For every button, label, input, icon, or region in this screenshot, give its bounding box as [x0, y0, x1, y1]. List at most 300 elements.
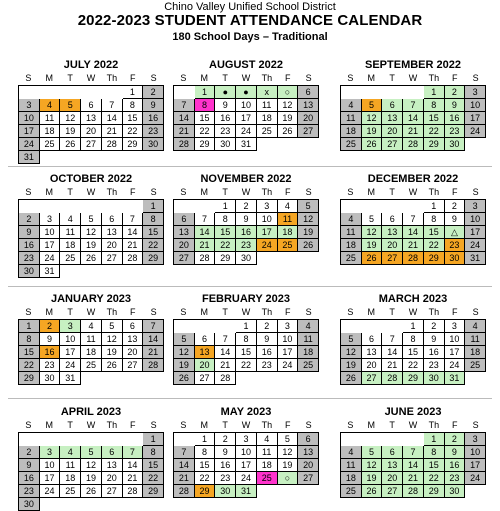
day-cell: 30	[445, 485, 466, 498]
day-cell: 5	[102, 320, 123, 333]
day-cell: 24	[465, 125, 486, 138]
month-title: NOVEMBER 2022	[200, 173, 292, 185]
day-cell: 1	[195, 86, 216, 99]
day-cell: 14	[123, 226, 144, 239]
day-cell: 7	[403, 213, 424, 226]
weekday-label: Th	[261, 420, 273, 430]
day-cell: 26	[81, 252, 102, 265]
day-cell: 21	[403, 239, 424, 252]
day-cell: 29	[123, 138, 144, 151]
weekday-label: W	[86, 187, 96, 197]
weekday-label: S	[150, 187, 157, 197]
empty-cell	[174, 200, 195, 212]
day-cell: 8	[424, 99, 445, 112]
weekday-label: S	[25, 73, 32, 83]
day-cell: 21	[403, 125, 424, 138]
day-cell: 25	[40, 138, 61, 151]
month-title: FEBRUARY 2023	[201, 293, 291, 305]
weekday-label: S	[472, 420, 479, 430]
day-cell: 15	[123, 112, 144, 125]
day-cell: 20	[174, 239, 195, 252]
day-cell: 29	[424, 252, 445, 265]
weekday-label: M	[200, 73, 209, 83]
month-days-grid	[173, 319, 319, 385]
weekday-label: Th	[261, 307, 273, 317]
month-days-grid	[340, 319, 486, 385]
day-cell: 9	[19, 459, 40, 472]
empty-cell	[174, 86, 195, 98]
day-cell: 26	[362, 485, 383, 498]
day-cell: 18	[298, 346, 319, 359]
month-days-grid	[18, 199, 164, 278]
day-cell: 20	[362, 359, 383, 372]
day-cell: 20	[382, 239, 403, 252]
day-cell: 21	[123, 239, 144, 252]
weekday-label: F	[451, 73, 458, 83]
empty-cell	[19, 86, 40, 98]
day-cell: 15	[424, 459, 445, 472]
day-cell: 13	[195, 346, 216, 359]
day-cell: 25	[341, 252, 362, 265]
weekday-label: S	[305, 307, 312, 317]
day-cell: 12	[81, 459, 102, 472]
day-cell: 18	[465, 346, 486, 359]
day-cell: 10	[278, 333, 299, 346]
day-cell: 18	[278, 226, 299, 239]
day-cell: 10	[236, 99, 257, 112]
weekday-label: Th	[428, 307, 440, 317]
weekday-label: S	[347, 420, 354, 430]
day-cell: 24	[465, 472, 486, 485]
day-cell: 28	[195, 252, 216, 265]
day-cell: 30	[424, 372, 445, 385]
day-cell: 16	[236, 226, 257, 239]
day-cell: 12	[278, 446, 299, 459]
empty-cell	[382, 200, 403, 212]
day-cell: 15	[195, 459, 216, 472]
day-cell: 12	[60, 112, 81, 125]
month-april-2023	[18, 405, 164, 511]
day-cell: 23	[215, 472, 236, 485]
weekday-label: T	[67, 420, 73, 430]
day-cell: 28	[215, 372, 236, 385]
month-may-2023	[173, 405, 319, 498]
day-cell: 14	[143, 333, 164, 346]
day-cell: 10	[465, 213, 486, 226]
day-cell: 31	[236, 138, 257, 151]
month-days-grid	[173, 85, 319, 151]
day-cell: ●	[215, 86, 236, 99]
day-cell: 17	[257, 226, 278, 239]
day-cell: 21	[382, 359, 403, 372]
weekday-header	[173, 306, 319, 319]
day-cell: 15	[143, 459, 164, 472]
day-cell: 13	[174, 226, 195, 239]
day-cell: 14	[174, 112, 195, 125]
month-december-2022	[340, 172, 486, 265]
weekday-label: F	[129, 73, 136, 83]
day-cell: 4	[465, 320, 486, 333]
day-cell: 6	[382, 213, 403, 226]
empty-cell	[19, 200, 40, 212]
day-cell: 27	[195, 372, 216, 385]
weekday-header	[18, 72, 164, 85]
day-cell: 21	[215, 359, 236, 372]
empty-cell	[102, 433, 123, 445]
day-cell: 10	[19, 112, 40, 125]
day-cell: 17	[236, 112, 257, 125]
day-cell: 9	[143, 99, 164, 112]
day-cell: ●	[236, 86, 257, 99]
day-cell: 20	[81, 125, 102, 138]
weekday-label: M	[45, 187, 54, 197]
day-cell: 9	[40, 333, 61, 346]
day-cell: 2	[424, 320, 445, 333]
day-cell: 11	[40, 112, 61, 125]
day-cell: 30	[236, 252, 257, 265]
day-cell: 28	[123, 485, 144, 498]
day-cell: 17	[60, 346, 81, 359]
day-cell: 27	[298, 125, 319, 138]
day-cell: 6	[382, 446, 403, 459]
empty-cell	[403, 86, 424, 98]
day-cell: 11	[341, 459, 362, 472]
day-cell: 18	[60, 472, 81, 485]
weekday-label: W	[86, 73, 96, 83]
day-cell: 13	[382, 112, 403, 125]
day-cell: 16	[215, 459, 236, 472]
empty-cell	[81, 86, 102, 98]
weekday-label: W	[408, 187, 418, 197]
day-cell: 31	[60, 372, 81, 385]
weekday-label: T	[222, 73, 228, 83]
day-cell: 12	[278, 99, 299, 112]
day-cell: 17	[445, 346, 466, 359]
day-cell: 16	[257, 346, 278, 359]
weekday-label: M	[367, 420, 376, 430]
day-cell: 8	[19, 333, 40, 346]
day-cell: 5	[278, 433, 299, 446]
day-cell: 31	[19, 151, 40, 164]
day-cell: 8	[403, 333, 424, 346]
weekday-header	[340, 306, 486, 319]
day-cell: 25	[257, 472, 278, 485]
weekday-label: Th	[428, 73, 440, 83]
day-cell: 16	[19, 239, 40, 252]
day-cell: 4	[341, 446, 362, 459]
day-cell: 11	[341, 226, 362, 239]
day-cell: 4	[278, 200, 299, 213]
month-title: AUGUST 2022	[209, 59, 283, 71]
empty-cell	[40, 433, 61, 445]
weekday-label: Th	[261, 73, 273, 83]
weekday-label: T	[67, 307, 73, 317]
day-cell: 16	[424, 346, 445, 359]
day-cell: 1	[424, 86, 445, 99]
day-cell: 11	[298, 333, 319, 346]
day-cell: 9	[257, 333, 278, 346]
day-cell: 6	[298, 433, 319, 446]
day-cell: 5	[81, 446, 102, 459]
day-cell: 29	[19, 372, 40, 385]
day-cell: 29	[424, 485, 445, 498]
weekday-label: M	[200, 187, 209, 197]
day-cell: 31	[445, 372, 466, 385]
district-name: Chino Valley Unified School District	[164, 1, 336, 13]
day-cell: 15	[19, 346, 40, 359]
empty-cell	[362, 86, 383, 98]
day-cell: 11	[60, 226, 81, 239]
weekday-label: Th	[261, 187, 273, 197]
calendar-title: 2022-2023 STUDENT ATTENDANCE CALENDAR	[77, 12, 423, 29]
weekday-label: M	[200, 307, 209, 317]
day-cell: 3	[60, 320, 81, 333]
day-cell: 27	[102, 485, 123, 498]
day-cell: 14	[382, 346, 403, 359]
weekday-label: T	[222, 420, 228, 430]
day-cell: 14	[195, 226, 216, 239]
empty-cell	[382, 86, 403, 98]
day-cell: 26	[174, 372, 195, 385]
empty-cell	[362, 200, 383, 212]
empty-cell	[102, 200, 123, 212]
day-cell: 23	[257, 359, 278, 372]
month-october-2022	[18, 172, 164, 278]
weekday-label: S	[472, 187, 479, 197]
weekday-label: T	[389, 187, 395, 197]
day-cell: 26	[362, 138, 383, 151]
day-cell: 2	[445, 86, 466, 99]
empty-cell	[195, 200, 216, 212]
weekday-header	[340, 72, 486, 85]
day-cell: 27	[123, 359, 144, 372]
day-cell: 28	[174, 485, 195, 498]
weekday-label: F	[284, 187, 291, 197]
day-cell: 1	[123, 86, 144, 99]
day-cell: 21	[174, 125, 195, 138]
day-cell: 3	[40, 446, 61, 459]
month-days-grid	[18, 319, 164, 385]
day-cell: 3	[40, 213, 61, 226]
month-june-2023	[340, 405, 486, 498]
day-cell: 6	[102, 213, 123, 226]
day-cell: 11	[341, 112, 362, 125]
empty-cell	[40, 200, 61, 212]
day-cell: 30	[215, 138, 236, 151]
weekday-label: T	[67, 73, 73, 83]
month-days-grid	[18, 432, 164, 511]
day-cell: 17	[465, 226, 486, 239]
day-cell: 6	[298, 86, 319, 99]
day-cell: 24	[40, 252, 61, 265]
day-cell: 20	[382, 125, 403, 138]
day-cell: 31	[465, 252, 486, 265]
day-cell: 2	[19, 213, 40, 226]
weekday-label: W	[86, 420, 96, 430]
day-cell: 23	[19, 252, 40, 265]
day-cell: 25	[341, 138, 362, 151]
month-title: MAY 2023	[220, 406, 272, 418]
day-cell: 10	[60, 333, 81, 346]
day-cell: 30	[40, 372, 61, 385]
empty-cell	[81, 433, 102, 445]
day-cell: 13	[298, 99, 319, 112]
day-cell: 8	[424, 446, 445, 459]
day-cell: 2	[445, 200, 466, 213]
day-cell: 5	[174, 333, 195, 346]
empty-cell	[81, 200, 102, 212]
day-cell: 20	[298, 112, 319, 125]
day-cell: 22	[143, 239, 164, 252]
empty-cell	[341, 86, 362, 98]
day-cell: 18	[60, 239, 81, 252]
day-cell: 8	[215, 213, 236, 226]
day-cell: 25	[465, 359, 486, 372]
day-cell: ○	[278, 86, 299, 99]
day-cell: 24	[257, 239, 278, 252]
day-cell: 7	[382, 333, 403, 346]
day-cell: 14	[403, 459, 424, 472]
weekday-label: M	[45, 420, 54, 430]
day-cell: 1	[424, 200, 445, 213]
day-cell: 29	[143, 485, 164, 498]
day-cell: 18	[257, 459, 278, 472]
day-cell: 7	[123, 213, 144, 226]
month-february-2023	[173, 292, 319, 385]
month-title: OCTOBER 2022	[49, 173, 133, 185]
day-cell: 7	[215, 333, 236, 346]
day-cell: 16	[143, 112, 164, 125]
day-cell: 22	[143, 472, 164, 485]
day-cell: 10	[236, 446, 257, 459]
day-cell: 5	[362, 446, 383, 459]
weekday-label: S	[25, 187, 32, 197]
day-cell: 19	[362, 239, 383, 252]
empty-cell	[362, 433, 383, 445]
day-cell: 27	[362, 372, 383, 385]
weekday-label: S	[150, 73, 157, 83]
weekday-label: S	[150, 420, 157, 430]
day-cell: 6	[362, 333, 383, 346]
weekday-label: M	[45, 307, 54, 317]
day-cell: 25	[298, 359, 319, 372]
day-cell: 10	[445, 333, 466, 346]
day-cell: 2	[236, 200, 257, 213]
day-cell: 9	[236, 213, 257, 226]
day-cell: 17	[465, 459, 486, 472]
day-cell: 22	[19, 359, 40, 372]
day-cell: 6	[174, 213, 195, 226]
day-cell: 18	[40, 125, 61, 138]
day-cell: 23	[445, 125, 466, 138]
weekday-label: Th	[428, 420, 440, 430]
weekday-label: W	[86, 307, 96, 317]
weekday-label: F	[284, 73, 291, 83]
day-cell: 18	[341, 125, 362, 138]
empty-cell	[123, 433, 144, 445]
day-cell: 2	[445, 433, 466, 446]
day-cell: 17	[40, 472, 61, 485]
day-cell: 19	[362, 125, 383, 138]
empty-cell	[19, 433, 40, 445]
day-cell: 27	[298, 472, 319, 485]
weekday-header	[173, 186, 319, 199]
day-cell: 24	[278, 359, 299, 372]
day-cell: 27	[102, 252, 123, 265]
empty-cell	[174, 433, 195, 445]
day-cell: 8	[143, 446, 164, 459]
day-cell: 18	[341, 472, 362, 485]
day-cell: x	[257, 86, 278, 99]
month-august-2022	[173, 58, 319, 151]
day-cell: 18	[81, 346, 102, 359]
day-cell: 27	[382, 138, 403, 151]
day-cell: 19	[298, 226, 319, 239]
weekday-label: F	[129, 420, 136, 430]
weekday-label: F	[451, 420, 458, 430]
day-cell: 24	[445, 359, 466, 372]
empty-cell	[362, 320, 383, 332]
day-cell: 24	[19, 138, 40, 151]
day-cell: 11	[278, 213, 299, 226]
day-cell: 5	[362, 213, 383, 226]
day-cell: 4	[341, 213, 362, 226]
weekday-label: Th	[106, 73, 118, 83]
day-cell: 13	[102, 459, 123, 472]
weekday-label: F	[284, 307, 291, 317]
day-cell: 29	[195, 138, 216, 151]
day-cell: 30	[19, 498, 40, 511]
row-separator	[8, 286, 492, 287]
day-cell: 12	[174, 346, 195, 359]
weekday-label: Th	[428, 187, 440, 197]
weekday-label: Th	[106, 187, 118, 197]
empty-cell	[215, 320, 236, 332]
empty-cell	[60, 86, 81, 98]
day-cell: 19	[278, 459, 299, 472]
day-cell: 8	[424, 213, 445, 226]
weekday-header	[173, 419, 319, 432]
empty-cell	[341, 433, 362, 445]
day-cell: 11	[257, 446, 278, 459]
day-cell: 17	[19, 125, 40, 138]
day-cell: 1	[403, 320, 424, 333]
day-cell: 31	[40, 265, 61, 278]
day-cell: 9	[215, 446, 236, 459]
day-cell: 14	[215, 346, 236, 359]
day-cell: 7	[143, 320, 164, 333]
day-cell: 17	[40, 239, 61, 252]
empty-cell	[123, 200, 144, 212]
weekday-label: S	[180, 73, 187, 83]
day-cell: 23	[424, 359, 445, 372]
day-cell: 28	[102, 138, 123, 151]
day-cell: 1	[424, 433, 445, 446]
month-days-grid	[340, 432, 486, 498]
day-cell: 1	[215, 200, 236, 213]
day-cell: 3	[278, 320, 299, 333]
day-cell: 12	[341, 346, 362, 359]
day-cell: 8	[195, 446, 216, 459]
day-cell: 17	[278, 346, 299, 359]
day-cell: 3	[257, 200, 278, 213]
day-cell: 8	[143, 213, 164, 226]
weekday-label: S	[180, 187, 187, 197]
day-cell: 29	[143, 252, 164, 265]
day-cell: △	[445, 226, 466, 239]
day-cell: 12	[362, 226, 383, 239]
day-cell: 10	[257, 213, 278, 226]
